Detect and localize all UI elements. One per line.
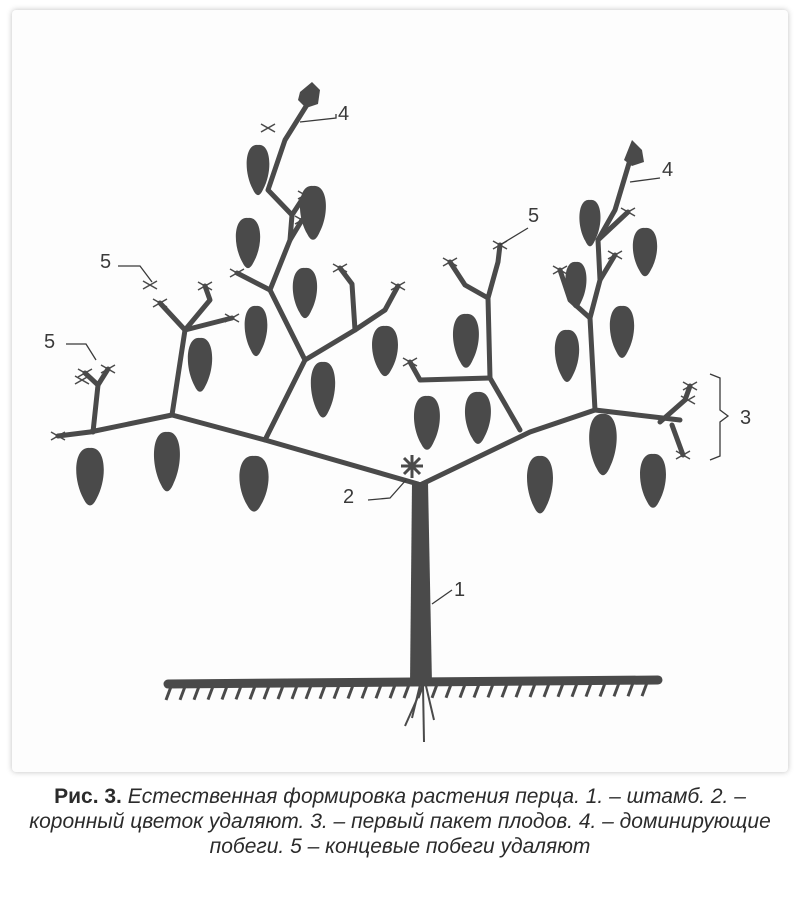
pinch-mark — [75, 376, 89, 384]
callout-first-fruit-set: 3 — [740, 407, 752, 429]
figure-label: Рис. 3. — [54, 785, 122, 808]
pepper-fruit — [188, 338, 212, 392]
crown-flower — [401, 455, 423, 478]
pepper-fruit — [247, 145, 270, 195]
pepper-fruit — [589, 414, 617, 475]
pepper-fruit — [414, 396, 440, 450]
pepper-fruit — [453, 314, 479, 368]
pepper-fruit — [154, 432, 180, 491]
callout-crown-flower: 2 — [343, 486, 355, 508]
pinch-mark — [143, 281, 157, 289]
callout-end-shoot-center: 5 — [528, 205, 540, 227]
pepper-fruits — [76, 145, 666, 514]
stem — [410, 482, 432, 684]
callout-dominant-shoot-right: 4 — [662, 159, 674, 181]
pepper-fruit — [300, 186, 326, 240]
pepper-fruit — [610, 306, 634, 358]
figure-caption-text: Естественная формировка растения перца. 1. – штамб. 2. –коронный цветок удаляют. 3. – первый пакет плодов. 4. – доминирующие побеги. 5 – концевые побеги удаляют — [29, 785, 771, 858]
figure-caption — [14, 784, 786, 859]
callout-stem: 1 — [454, 579, 466, 601]
pepper-fruit — [245, 306, 268, 356]
pepper-fruit — [372, 326, 398, 376]
pepper-fruit — [465, 392, 491, 444]
callout-end-shoot-left-upper: 5 — [100, 251, 112, 273]
pepper-fruit — [293, 268, 317, 318]
callout-end-shoot-left-lower: 5 — [44, 331, 56, 353]
pepper-fruit — [633, 228, 657, 276]
pepper-fruit — [527, 456, 553, 514]
pepper-fruit — [640, 454, 666, 508]
pepper-fruit — [236, 218, 260, 268]
roots — [405, 685, 434, 742]
apical-buds — [298, 82, 644, 166]
pepper-fruit — [76, 448, 104, 506]
pinch-mark — [261, 124, 275, 132]
callout-leaders — [66, 114, 728, 604]
callout-dominant-shoot-left: 4 — [338, 103, 350, 125]
pepper-fruit — [311, 362, 335, 418]
pepper-fruit — [239, 456, 268, 512]
pepper-fruit — [555, 330, 579, 382]
